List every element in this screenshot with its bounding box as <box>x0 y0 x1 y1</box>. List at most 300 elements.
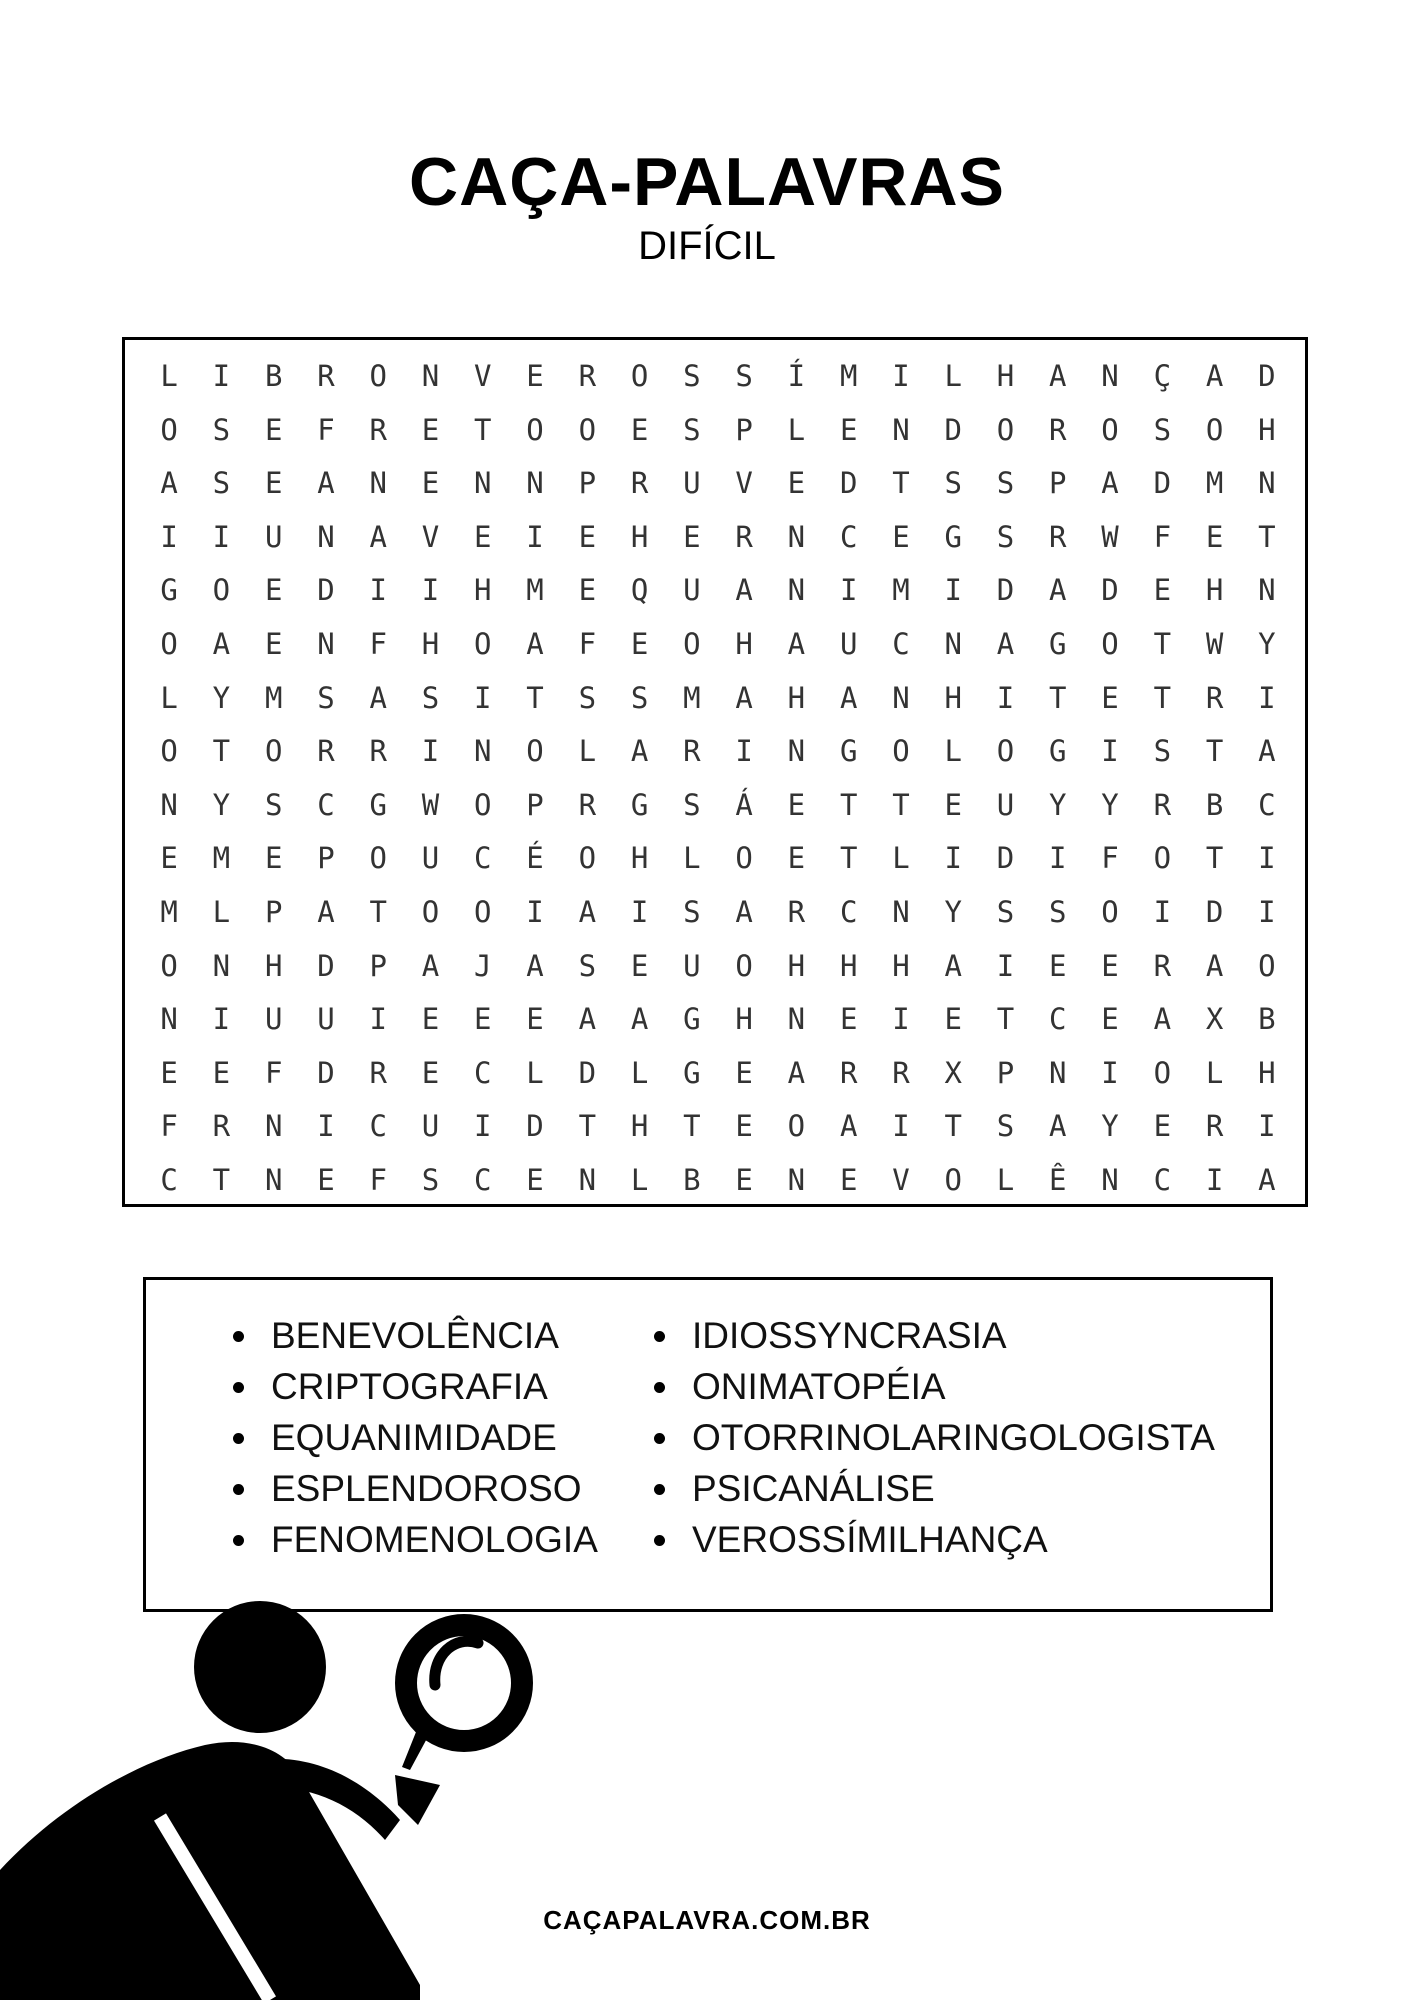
grid-cell: L <box>683 841 701 876</box>
grid-cell: E <box>1153 1109 1172 1144</box>
grid-cell: O <box>578 412 597 447</box>
grid-cell: C <box>1258 787 1276 822</box>
grid-cell: N <box>369 466 387 501</box>
grid-cell: T <box>1153 626 1172 661</box>
grid-cell: Q <box>630 573 649 608</box>
grid-cell: O <box>526 412 544 447</box>
grid-cell: U <box>839 626 858 661</box>
grid-cell: E <box>1101 1002 1119 1037</box>
grid-cell: D <box>1258 359 1276 393</box>
grid-cell: A <box>1049 573 1067 608</box>
grid-cell: S <box>421 680 440 715</box>
grid-cell: I <box>839 573 858 608</box>
grid-cell: P <box>996 1055 1015 1090</box>
grid-cell: E <box>421 412 440 447</box>
grid-cell: H <box>735 1002 753 1037</box>
grid-cell: N <box>578 1162 597 1197</box>
grid-cell: C <box>474 841 492 876</box>
grid-cell: O <box>1101 894 1119 929</box>
grid-cell: Ç <box>1153 359 1172 393</box>
grid-cell: G <box>1049 626 1067 661</box>
grid-cell: T <box>369 894 387 929</box>
grid-cell: E <box>839 1002 858 1037</box>
grid-cell: G <box>160 573 178 608</box>
grid-cell: C <box>1049 1002 1067 1037</box>
grid-cell: T <box>839 841 858 876</box>
grid-cell: E <box>212 1055 231 1090</box>
word-list-item <box>233 1514 598 1565</box>
grid-cell: I <box>944 573 962 608</box>
grid-cell: Í <box>787 359 806 393</box>
grid-cell: A <box>839 680 858 715</box>
grid-cell: I <box>212 359 231 393</box>
grid-cell: X <box>944 1055 962 1090</box>
grid-cell: E <box>421 1055 440 1090</box>
grid-cell: A <box>735 573 753 608</box>
bullet-icon <box>654 1382 665 1393</box>
grid-cell: H <box>474 573 492 608</box>
grid-cell: S <box>630 680 649 715</box>
grid-cell: R <box>578 359 597 393</box>
grid-cell: O <box>683 626 701 661</box>
grid-cell: S <box>578 680 597 715</box>
grid-cell: A <box>369 519 387 554</box>
grid-cell: V <box>474 359 492 393</box>
grid-cell: N <box>892 412 910 447</box>
grid-cell: N <box>212 948 231 983</box>
grid-cell: I <box>892 1002 910 1037</box>
grid-cell: B <box>1205 787 1224 822</box>
grid-cell: S <box>735 359 753 393</box>
grid-cell: I <box>1101 734 1119 769</box>
grid-cell: E <box>317 1162 335 1197</box>
grid-cell: T <box>212 734 231 769</box>
grid-cell: R <box>1205 1109 1224 1144</box>
grid-cell: E <box>578 573 597 608</box>
grid-cell: E <box>944 1002 962 1037</box>
grid-cell: T <box>212 1162 231 1197</box>
grid-cell: P <box>369 948 387 983</box>
grid-cell: I <box>526 519 544 554</box>
grid-cell: D <box>996 841 1015 876</box>
grid-cell: L <box>1205 1055 1224 1090</box>
grid-cell: M <box>264 680 283 715</box>
grid-cell: O <box>1101 626 1119 661</box>
grid-cell: N <box>317 519 335 554</box>
grid-cell: U <box>996 787 1015 822</box>
grid-cell: N <box>787 519 806 554</box>
word-label: IDIOSSYNCRASIA <box>692 1315 1007 1356</box>
grid-cell: C <box>317 787 335 822</box>
grid-cell: L <box>630 1162 649 1197</box>
grid-cell: O <box>787 1109 806 1144</box>
grid-cell: D <box>317 1055 335 1090</box>
grid-cell: G <box>839 734 858 769</box>
grid-cell: E <box>630 412 649 447</box>
grid-cell: I <box>526 894 544 929</box>
grid-cell: E <box>264 573 283 608</box>
grid-cell: N <box>160 1002 178 1037</box>
grid-cell: I <box>1258 1109 1276 1144</box>
letter-grid-frame <box>122 337 1308 1207</box>
grid-cell: V <box>735 466 753 501</box>
grid-cell: Ê <box>1049 1162 1067 1197</box>
grid-cell: A <box>1049 1109 1067 1144</box>
grid-cell: C <box>474 1055 492 1090</box>
grid-cell: E <box>421 466 440 501</box>
grid-cell: I <box>892 359 910 393</box>
bullet-icon <box>233 1433 244 1444</box>
grid-cell: T <box>944 1109 962 1144</box>
grid-cell: C <box>892 626 910 661</box>
word-label: VEROSSÍMILHANÇA <box>692 1519 1048 1560</box>
grid-cell: H <box>787 680 806 715</box>
grid-cell: R <box>578 787 597 822</box>
grid-cell: E <box>1153 573 1172 608</box>
grid-cell: G <box>1049 734 1067 769</box>
grid-cell: F <box>369 626 387 661</box>
grid-cell: D <box>1153 466 1172 501</box>
grid-cell: P <box>264 894 283 929</box>
grid-cell: G <box>683 1055 701 1090</box>
grid-cell: I <box>160 519 178 554</box>
grid-cell: N <box>264 1109 283 1144</box>
grid-cell: P <box>526 787 544 822</box>
grid-cell: O <box>160 412 178 447</box>
grid-cell: A <box>735 680 753 715</box>
word-list-item <box>654 1412 1215 1463</box>
grid-cell: O <box>160 626 178 661</box>
word-list-item <box>654 1361 1215 1412</box>
bullet-icon <box>654 1331 665 1342</box>
grid-cell: M <box>683 680 701 715</box>
grid-cell: E <box>735 1055 753 1090</box>
grid-cell: S <box>421 1162 440 1197</box>
grid-cell: Y <box>1101 787 1119 822</box>
grid-cell: E <box>264 626 283 661</box>
grid-cell: R <box>1049 412 1067 447</box>
grid-cell: E <box>421 1002 440 1037</box>
grid-cell: N <box>787 734 806 769</box>
grid-cell: X <box>1205 1002 1224 1037</box>
grid-cell: T <box>1153 680 1172 715</box>
grid-cell: T <box>892 787 910 822</box>
grid-cell: F <box>1101 841 1119 876</box>
grid-cell: E <box>1205 519 1224 554</box>
grid-cell: H <box>1258 1055 1276 1090</box>
grid-cell: R <box>787 894 806 929</box>
grid-cell: N <box>526 466 544 501</box>
grid-cell: D <box>1205 894 1224 929</box>
grid-cell: S <box>1153 734 1172 769</box>
grid-cell: N <box>1101 1162 1119 1197</box>
grid-cell: N <box>264 1162 283 1197</box>
grid-cell: T <box>839 787 858 822</box>
grid-cell: I <box>1205 1162 1224 1197</box>
word-list-column-1 <box>233 1310 598 1565</box>
grid-cell: I <box>944 841 962 876</box>
grid-cell: I <box>996 680 1015 715</box>
grid-cell: E <box>526 359 544 393</box>
grid-cell: T <box>474 412 492 447</box>
grid-cell: S <box>996 1109 1015 1144</box>
grid-cell: I <box>1258 680 1276 715</box>
grid-cell: I <box>1049 841 1067 876</box>
grid-cell: E <box>735 1162 753 1197</box>
grid-cell: R <box>369 734 387 769</box>
word-label: EQUANIMIDADE <box>271 1417 557 1458</box>
grid-cell: E <box>735 1109 753 1144</box>
grid-cell: O <box>578 841 597 876</box>
grid-cell: H <box>630 1109 649 1144</box>
word-label: FENOMENOLOGIA <box>271 1519 598 1560</box>
grid-cell: R <box>1049 519 1067 554</box>
word-label: PSICANÁLISE <box>692 1468 935 1509</box>
grid-cell: T <box>683 1109 701 1144</box>
grid-cell: R <box>317 734 335 769</box>
letter-grid <box>143 350 1293 1208</box>
grid-cell: Y <box>1258 626 1276 661</box>
grid-cell: D <box>1101 573 1119 608</box>
grid-cell: A <box>212 626 231 661</box>
grid-cell: F <box>264 1055 283 1090</box>
grid-cell: A <box>944 948 962 983</box>
grid-cell: A <box>735 894 753 929</box>
grid-cell: O <box>1205 412 1224 447</box>
grid-cell: H <box>630 841 649 876</box>
grid-cell: U <box>683 466 701 501</box>
grid-cell: Y <box>1101 1109 1119 1144</box>
grid-cell: W <box>1205 626 1224 661</box>
grid-cell: H <box>264 948 283 983</box>
grid-cell: U <box>683 573 701 608</box>
grid-cell: S <box>212 412 231 447</box>
grid-cell: O <box>212 573 231 608</box>
grid-cell: R <box>735 519 753 554</box>
grid-cell: I <box>369 1002 387 1037</box>
grid-cell: S <box>996 519 1015 554</box>
grid-cell: E <box>526 1002 544 1037</box>
grid-cell: N <box>787 1162 806 1197</box>
grid-cell: O <box>369 841 387 876</box>
grid-cell: L <box>526 1055 544 1090</box>
grid-cell: B <box>1258 1002 1276 1037</box>
grid-cell: I <box>369 573 387 608</box>
grid-cell: U <box>264 519 283 554</box>
bullet-icon <box>654 1484 665 1495</box>
grid-cell: C <box>474 1162 492 1197</box>
grid-cell: T <box>1205 734 1224 769</box>
grid-cell: O <box>369 359 387 393</box>
grid-cell: J <box>474 948 492 983</box>
grid-cell: G <box>683 1002 701 1037</box>
grid-cell: N <box>1258 573 1276 608</box>
grid-cell: H <box>1258 412 1276 447</box>
grid-cell: S <box>996 894 1015 929</box>
grid-cell: A <box>317 466 335 501</box>
grid-cell: C <box>839 894 858 929</box>
grid-cell: T <box>1049 680 1067 715</box>
grid-cell: A <box>526 948 544 983</box>
grid-cell: A <box>578 1002 597 1037</box>
grid-cell: I <box>474 1109 492 1144</box>
grid-cell: G <box>630 787 649 822</box>
word-list-column-2 <box>654 1310 1215 1565</box>
word-list-item <box>233 1310 598 1361</box>
word-list-box <box>143 1277 1273 1612</box>
grid-cell: O <box>1258 948 1276 983</box>
grid-cell: H <box>1205 573 1224 608</box>
grid-cell: N <box>892 894 910 929</box>
grid-cell: N <box>1101 359 1119 393</box>
bullet-icon <box>233 1382 244 1393</box>
grid-cell: B <box>264 359 283 393</box>
grid-cell: O <box>474 894 492 929</box>
grid-cell: Á <box>735 787 753 822</box>
grid-cell: L <box>578 734 597 769</box>
grid-cell: M <box>892 573 910 608</box>
grid-cell: N <box>160 787 178 822</box>
grid-cell: O <box>1101 412 1119 447</box>
grid-cell: I <box>735 734 753 769</box>
grid-cell: D <box>526 1109 544 1144</box>
grid-cell: H <box>421 626 440 661</box>
grid-cell: T <box>526 680 544 715</box>
grid-cell: C <box>160 1162 178 1197</box>
grid-cell: D <box>839 466 858 501</box>
grid-cell: L <box>160 359 178 393</box>
grid-cell: E <box>683 519 701 554</box>
grid-cell: L <box>160 680 178 715</box>
grid-cell: E <box>160 1055 178 1090</box>
word-list-item <box>233 1412 598 1463</box>
grid-cell: T <box>892 466 910 501</box>
grid-cell: E <box>474 519 492 554</box>
grid-cell: O <box>996 412 1015 447</box>
grid-cell: F <box>578 626 597 661</box>
word-list-item <box>233 1463 598 1514</box>
grid-cell: E <box>1049 948 1067 983</box>
grid-cell: D <box>317 573 335 608</box>
person-with-magnifying-glass-icon <box>0 1575 600 2000</box>
grid-cell: O <box>264 734 283 769</box>
grid-cell: T <box>1258 519 1276 554</box>
word-list-item <box>233 1361 598 1412</box>
bullet-icon <box>654 1433 665 1444</box>
grid-cell: E <box>264 412 283 447</box>
grid-cell: C <box>369 1109 387 1144</box>
grid-cell: O <box>630 359 649 393</box>
grid-cell: I <box>1153 894 1172 929</box>
grid-cell: G <box>944 519 962 554</box>
grid-cell: O <box>421 894 440 929</box>
grid-cell: O <box>944 1162 962 1197</box>
grid-cell: D <box>996 573 1015 608</box>
bullet-icon <box>233 1535 244 1546</box>
grid-cell: I <box>212 519 231 554</box>
grid-cell: R <box>1153 787 1172 822</box>
grid-cell: O <box>526 734 544 769</box>
grid-cell: S <box>683 894 701 929</box>
grid-cell: E <box>264 841 283 876</box>
grid-cell: L <box>892 841 910 876</box>
grid-cell: Y <box>1049 787 1067 822</box>
grid-cell: I <box>892 1109 910 1144</box>
grid-cell: I <box>421 734 440 769</box>
grid-cell: F <box>317 412 335 447</box>
grid-cell: A <box>160 466 178 501</box>
grid-cell: E <box>474 1002 492 1037</box>
grid-cell: A <box>526 626 544 661</box>
grid-cell: I <box>1258 894 1276 929</box>
grid-cell: N <box>787 1002 806 1037</box>
grid-cell: Y <box>212 787 231 822</box>
grid-cell: W <box>1101 519 1119 554</box>
grid-cell: R <box>1153 948 1172 983</box>
word-label: OTORRINOLARINGOLOGISTA <box>692 1417 1215 1458</box>
grid-cell: C <box>839 519 858 554</box>
grid-cell: E <box>944 787 962 822</box>
grid-cell: E <box>787 841 806 876</box>
grid-cell: R <box>369 1055 387 1090</box>
bullet-icon <box>233 1331 244 1342</box>
grid-cell: R <box>892 1055 910 1090</box>
grid-cell: R <box>212 1109 231 1144</box>
grid-cell: V <box>892 1162 910 1197</box>
grid-cell: T <box>1205 841 1224 876</box>
grid-cell: E <box>839 1162 858 1197</box>
grid-cell: H <box>892 948 910 983</box>
grid-cell: I <box>1101 1055 1119 1090</box>
word-list-item <box>654 1310 1215 1361</box>
grid-cell: D <box>944 412 962 447</box>
grid-cell: A <box>630 734 649 769</box>
grid-cell: E <box>264 466 283 501</box>
grid-cell: U <box>421 1109 440 1144</box>
grid-cell: I <box>996 948 1015 983</box>
grid-cell: B <box>683 1162 701 1197</box>
grid-cell: P <box>1049 466 1067 501</box>
grid-cell: E <box>630 948 649 983</box>
grid-cell: Y <box>944 894 962 929</box>
grid-cell: E <box>892 519 910 554</box>
grid-cell: W <box>421 787 440 822</box>
grid-cell: O <box>474 626 492 661</box>
grid-cell: O <box>735 948 753 983</box>
grid-cell: É <box>526 841 544 876</box>
grid-cell: I <box>317 1109 335 1144</box>
grid-cell: E <box>578 519 597 554</box>
grid-cell: A <box>369 680 387 715</box>
grid-cell: N <box>421 359 440 393</box>
grid-cell: U <box>317 1002 335 1037</box>
grid-cell: T <box>996 1002 1015 1037</box>
grid-cell: E <box>839 412 858 447</box>
grid-cell: E <box>787 466 806 501</box>
grid-cell: A <box>578 894 597 929</box>
grid-cell: L <box>944 734 962 769</box>
grid-cell: A <box>421 948 440 983</box>
grid-cell: A <box>1049 359 1067 393</box>
grid-cell: M <box>1205 466 1224 501</box>
grid-cell: A <box>1258 1162 1276 1197</box>
grid-cell: C <box>1153 1162 1172 1197</box>
grid-cell: P <box>578 466 597 501</box>
grid-cell: H <box>630 519 649 554</box>
page-title: CAÇA-PALAVRAS <box>408 144 1005 220</box>
grid-cell: A <box>630 1002 649 1037</box>
grid-cell: L <box>787 412 806 447</box>
